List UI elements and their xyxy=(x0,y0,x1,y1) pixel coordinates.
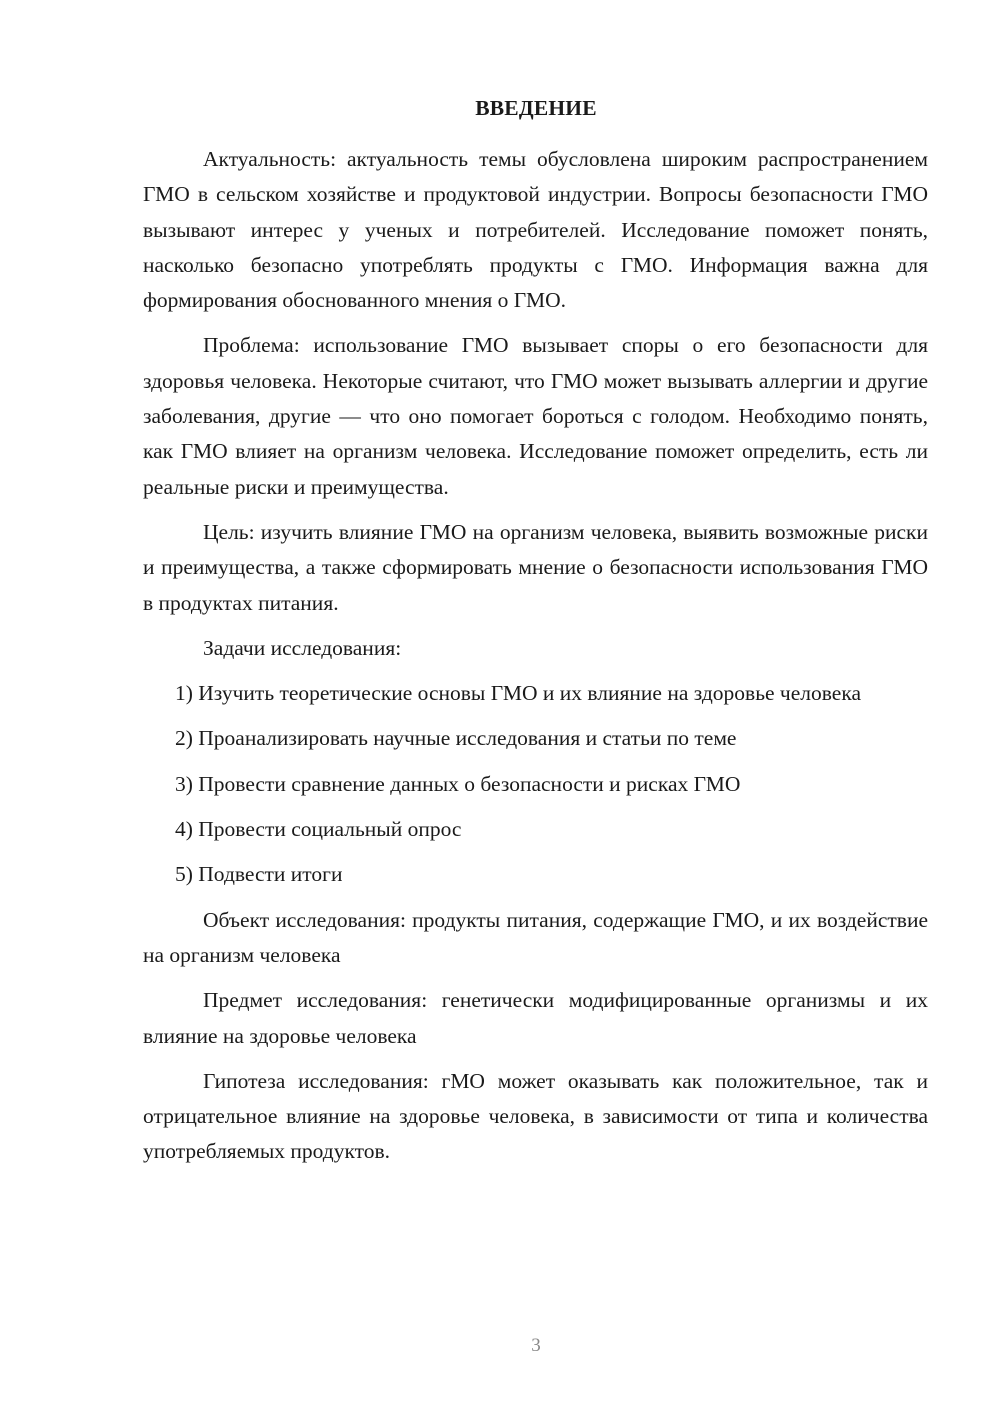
list-item: 1) Изучить теоретические основы ГМО и их влияние на здоровье человека xyxy=(175,681,861,706)
list-item: 5) Подвести итоги xyxy=(175,862,343,887)
document-body xyxy=(143,142,928,1180)
object-paragraph: Объект исследования: продукты питания, содержащие ГМО, и их воздействие на организм человека xyxy=(143,907,928,967)
tasks-list xyxy=(143,676,928,892)
list-item: 2) Проанализировать научные исследования и статьи по теме xyxy=(175,726,737,751)
list-item: 4) Провести социальный опрос xyxy=(175,817,462,842)
page-number: 3 xyxy=(531,1335,541,1356)
page-title: ВВЕДЕНИЕ xyxy=(475,96,597,120)
relevance-paragraph: Актуальность: актуальность темы обусловлена широким распространением ГМО в сельском хозяйстве и продуктовой индустрии. Вопросы безопасности ГМО вызывают интерес у ученых и потребителей. Исследование поможет понять, насколько безопасно употреблять продукты с ГМО. Информация важна для формирования обоснованного мнения о ГМО. xyxy=(143,147,928,313)
subject-paragraph: Предмет исследования: генетически модифицированные организмы и их влияние на здоровье человека xyxy=(143,988,928,1048)
tasks-heading: Задачи исследования: xyxy=(203,635,402,660)
goal-paragraph: Цель: изучить влияние ГМО на организм человека, выявить возможные риски и преимущества, а также сформировать мнение о безопасности использования ГМО в продуктах питания. xyxy=(143,519,928,615)
problem-paragraph: Проблема: использование ГМО вызывает споры о его безопасности для здоровья человека. Некоторые считают, что ГМО может вызывать аллергии и другие заболевания, другие — что оно помогает бороться с голодом. Необходимо понять, как ГМО влияет на организм человека. Исследование поможет определить, есть ли реальные риски и преимущества. xyxy=(143,333,928,499)
hypothesis-paragraph: Гипотеза исследования: гМО может оказывать как положительное, так и отрицательное влияние на здоровье человека, в зависимости от типа и количества употребляемых продуктов. xyxy=(143,1068,928,1164)
list-item: 3) Провести сравнение данных о безопасности и рисках ГМО xyxy=(175,771,741,796)
